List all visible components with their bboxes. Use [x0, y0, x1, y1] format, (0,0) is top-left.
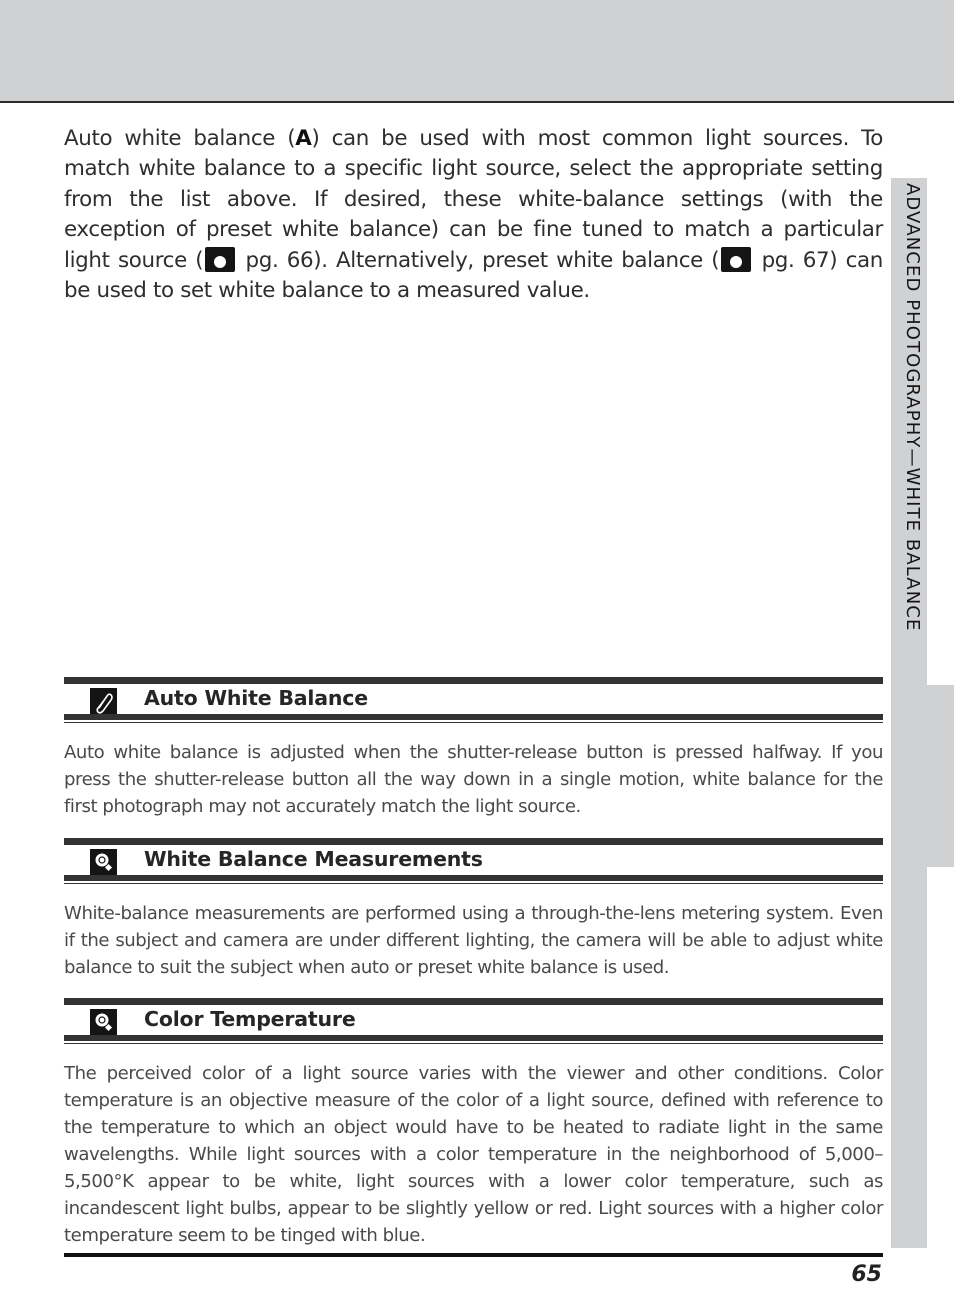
- divider: [64, 838, 883, 845]
- intro-text-4: pg. 67) can be used to set white balance to a measured value.: [64, 247, 883, 304]
- divider: [64, 1035, 883, 1041]
- lightbulb-icon: [90, 1009, 117, 1036]
- intro-paragraph: [64, 124, 883, 306]
- page-number: 65: [851, 1262, 882, 1287]
- note-title: White Balance Measurements: [144, 847, 483, 871]
- footer-rule: [64, 1253, 883, 1257]
- note-header: [64, 677, 883, 723]
- divider: [64, 714, 883, 720]
- lightbulb-icon: [90, 849, 117, 876]
- divider: [64, 677, 883, 684]
- note-body: White-balance measurements are performed using a through-the-lens metering system. Even if the subject and camera are under different lighting, the camera will be able to adjust white balance to suit the subject when auto or preset white balance is used.: [64, 903, 883, 978]
- intro-text-2: ) can be used with most common light sources. To match white balance to a specific light source, select the appropriate setting from the list above. If desired, these white-balance settings (with the exception of preset white balance) can be fine tuned to match a particular light source (: [64, 126, 883, 273]
- note-auto-white-balance: [64, 677, 883, 820]
- note-header: [64, 998, 883, 1044]
- divider: [64, 875, 883, 881]
- divider: [64, 1043, 883, 1044]
- divider: [64, 883, 883, 884]
- note-header: [64, 838, 883, 884]
- divider: [64, 722, 883, 723]
- see-reference-icon: [721, 247, 751, 272]
- see-reference-icon: [205, 247, 235, 272]
- intro-text-3: pg. 66). Alternatively, preset white balance (: [237, 247, 720, 273]
- note-title: Color Temperature: [144, 1007, 356, 1031]
- note-title: Auto White Balance: [144, 686, 368, 710]
- header-band: [0, 0, 954, 103]
- paperclip-icon: [90, 688, 117, 715]
- note-white-balance-measurements: [64, 838, 883, 981]
- note-color-temperature: [64, 998, 883, 1249]
- divider: [64, 998, 883, 1005]
- side-tab-label: ADVANCED PHOTOGRAPHY—WHITE BALANCE: [902, 183, 923, 632]
- note-body: Auto white balance is adjusted when the shutter-release button is pressed halfway. If you press the shutter-release button all the way down in a single motion, white balance for the first photograph may not accurately match the light source.: [64, 742, 883, 817]
- note-body: The perceived color of a light source varies with the viewer and other conditions. Color temperature is an objective measure of the color of a light source, defined with reference to the temperature to which an object would have to be heated to radiate light in the same wavelengths. While light sources with a color temperature in the neighborhood of 5,000–5,500°K appear to be white, light sources with a lower color temperature, such as incandescent light bulbs, appear to be slightly yellow or red. Light sources with a higher color temperature seem to be tinged with blue.: [64, 1063, 883, 1246]
- auto-wb-symbol: A: [295, 126, 312, 151]
- intro-text-1: Auto white balance (: [64, 126, 296, 151]
